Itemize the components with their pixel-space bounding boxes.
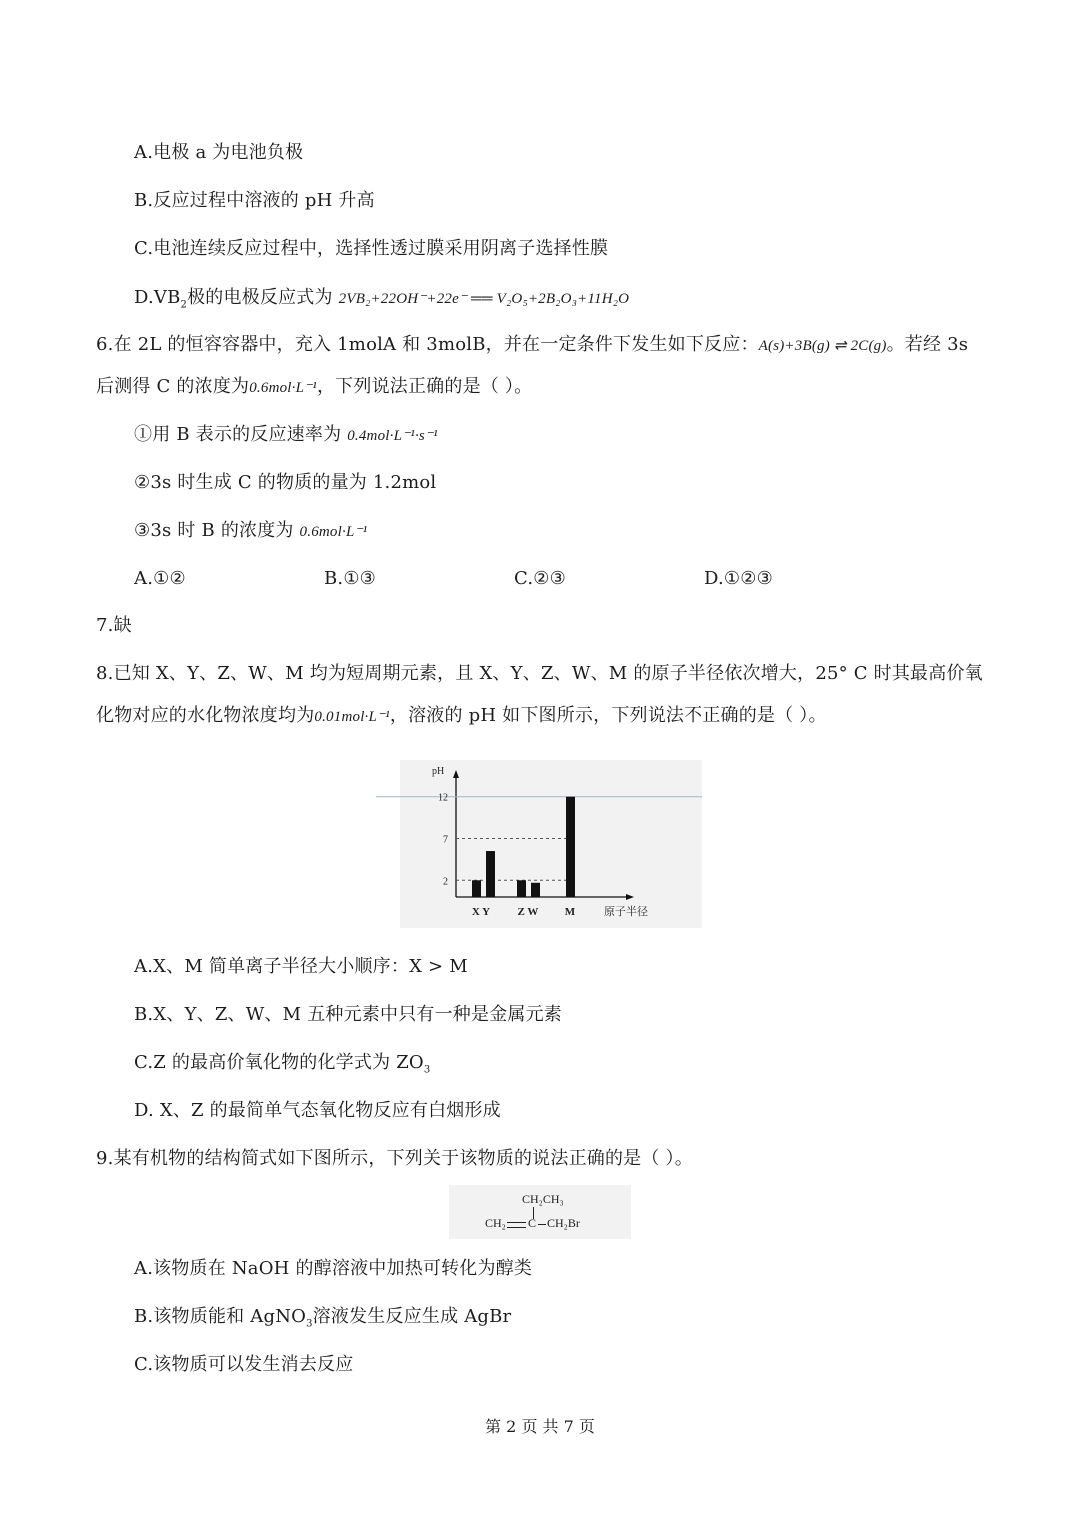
q6-stem1-tail: 。若经 3s — [886, 334, 969, 355]
q6-item1-rate: 0.4mol·L⁻¹·s⁻¹ — [347, 428, 438, 444]
q8-conc: 0.01mol·L⁻¹ — [314, 709, 390, 725]
mol-ch2-left: CH₂ — [485, 1216, 506, 1230]
x-group-label-2: M — [564, 906, 576, 918]
mol-ch2br: CH₂Br — [547, 1216, 580, 1230]
q6-item3-text: ③3s 时 B 的浓度为 — [134, 520, 294, 541]
q6-item3 — [134, 519, 367, 544]
x-group-label-1: Z W — [517, 906, 539, 918]
mol-single-bond — [538, 1224, 546, 1225]
y-tick-label-7: 7 — [443, 834, 448, 846]
q5-d-sub: 2 — [180, 299, 188, 311]
q8-option-c — [134, 1051, 430, 1075]
q8-option-b: B.X、Y、Z、W、M 五种元素中只有一种是金属元素 — [134, 1004, 563, 1025]
q5-option-a: A.电极 a 为电池负极 — [134, 142, 304, 163]
q8-c-text: C.Z 的最高价氧化物的化学式为 ZO — [134, 1052, 424, 1073]
q8-stem2-a: 化物对应的水化物浓度均为 — [96, 705, 315, 726]
q8-stem2-b: ，溶液的 pH 如下图所示，下列说法不正确的是（ ）。 — [389, 705, 827, 726]
q8-c-sub: 3 — [423, 1064, 431, 1076]
structural-formula — [449, 1185, 631, 1239]
bar-M — [566, 797, 575, 897]
q6-option-c: C.②③ — [514, 568, 566, 589]
ph-chart-svg — [376, 760, 706, 928]
q5-d-equation: 2VB₂+22OH⁻+22e⁻ ══ V₂O₅+2B₂O₃+11H₂O — [338, 291, 630, 307]
q6-stem1: 6.在 2L 的恒容容器中，充入 1molA 和 3molB，并在一定条件下发生如下反应： — [96, 334, 759, 355]
q8-option-d: D. X、Z 的最简单气态氧化物反应有白烟形成 — [134, 1100, 501, 1121]
q9-b-prefix: B.该物质能和 AgNO — [134, 1306, 307, 1327]
ph-chart — [376, 760, 706, 928]
y-tick-label-12: 12 — [438, 792, 448, 804]
q5-d-mid: 极的电极反应式为 — [187, 287, 333, 308]
q5-option-c: C.电池连续反应过程中，选择性透过膜采用阴离子选择性膜 — [134, 238, 609, 259]
q6-option-b: B.①③ — [324, 568, 377, 589]
q5-option-d — [134, 286, 629, 311]
bar-X — [472, 880, 481, 897]
bar-W — [531, 883, 540, 897]
q6-stem-line1 — [96, 333, 968, 358]
q9-option-a: A.该物质在 NaOH 的醇溶液中加热可转化为醇类 — [134, 1258, 533, 1279]
q7-text: 7.缺 — [96, 615, 132, 636]
x-group-label-0: X Y — [471, 906, 491, 918]
q6-item1-text: ①用 B 表示的反应速率为 — [134, 424, 342, 445]
q8-stem-line2 — [96, 704, 827, 729]
x-axis-label: 原子半径 — [604, 905, 648, 918]
mol-carbon: C — [528, 1216, 537, 1230]
q8-stem-line1: 8.已知 X、Y、Z、W、M 均为短周期元素，且 X、Y、Z、W、M 的原子半径依次增大，25° C 时其最高价氧 — [96, 663, 983, 684]
q9-b-suffix: 溶液发生反应生成 AgBr — [312, 1306, 512, 1327]
page-footer: 第 2 页 共 7 页 — [485, 1417, 595, 1436]
q6-option-d: D.①②③ — [704, 568, 773, 589]
q9-stem: 9.某有机物的结构简式如下图所示，下列关于该物质的说法正确的是（ ）。 — [96, 1148, 693, 1169]
q6-item2: ②3s 时生成 C 的物质的量为 1.2mol — [134, 472, 437, 493]
bar-Z — [517, 880, 526, 897]
mol-ethyl: CH₂CH₃ — [522, 1192, 564, 1206]
mol-double-bond — [507, 1222, 526, 1228]
q9-option-c: C.该物质可以发生消去反应 — [134, 1354, 354, 1375]
q6-item3-conc: 0.6mol·L⁻¹ — [299, 524, 368, 540]
q6-reaction: A(s)+3B(g) ⇌ 2C(g) — [758, 338, 887, 354]
q6-options — [0, 567, 1080, 591]
q5-option-b: B.反应过程中溶液的 pH 升高 — [134, 190, 375, 211]
y-axis-label: pH — [432, 766, 445, 777]
q5-d-prefix: D.VB — [134, 287, 181, 308]
q6-stem2-b: ，下列说法正确的是（ ）。 — [316, 376, 533, 397]
q9-option-b — [134, 1305, 511, 1329]
q6-conc: 0.6mol·L⁻¹ — [249, 380, 317, 396]
q6-stem2-a: 后测得 C 的浓度为 — [96, 376, 250, 397]
q9-b-sub: 3 — [306, 1318, 313, 1330]
q6-stem-line2 — [96, 375, 532, 400]
bar-Y — [486, 851, 495, 897]
q8-option-a: A.X、M 简单离子半径大小顺序：X > M — [134, 956, 468, 977]
y-tick-label-2: 2 — [443, 876, 448, 888]
q6-item1 — [134, 423, 438, 448]
q6-option-a: A.①② — [134, 568, 186, 589]
